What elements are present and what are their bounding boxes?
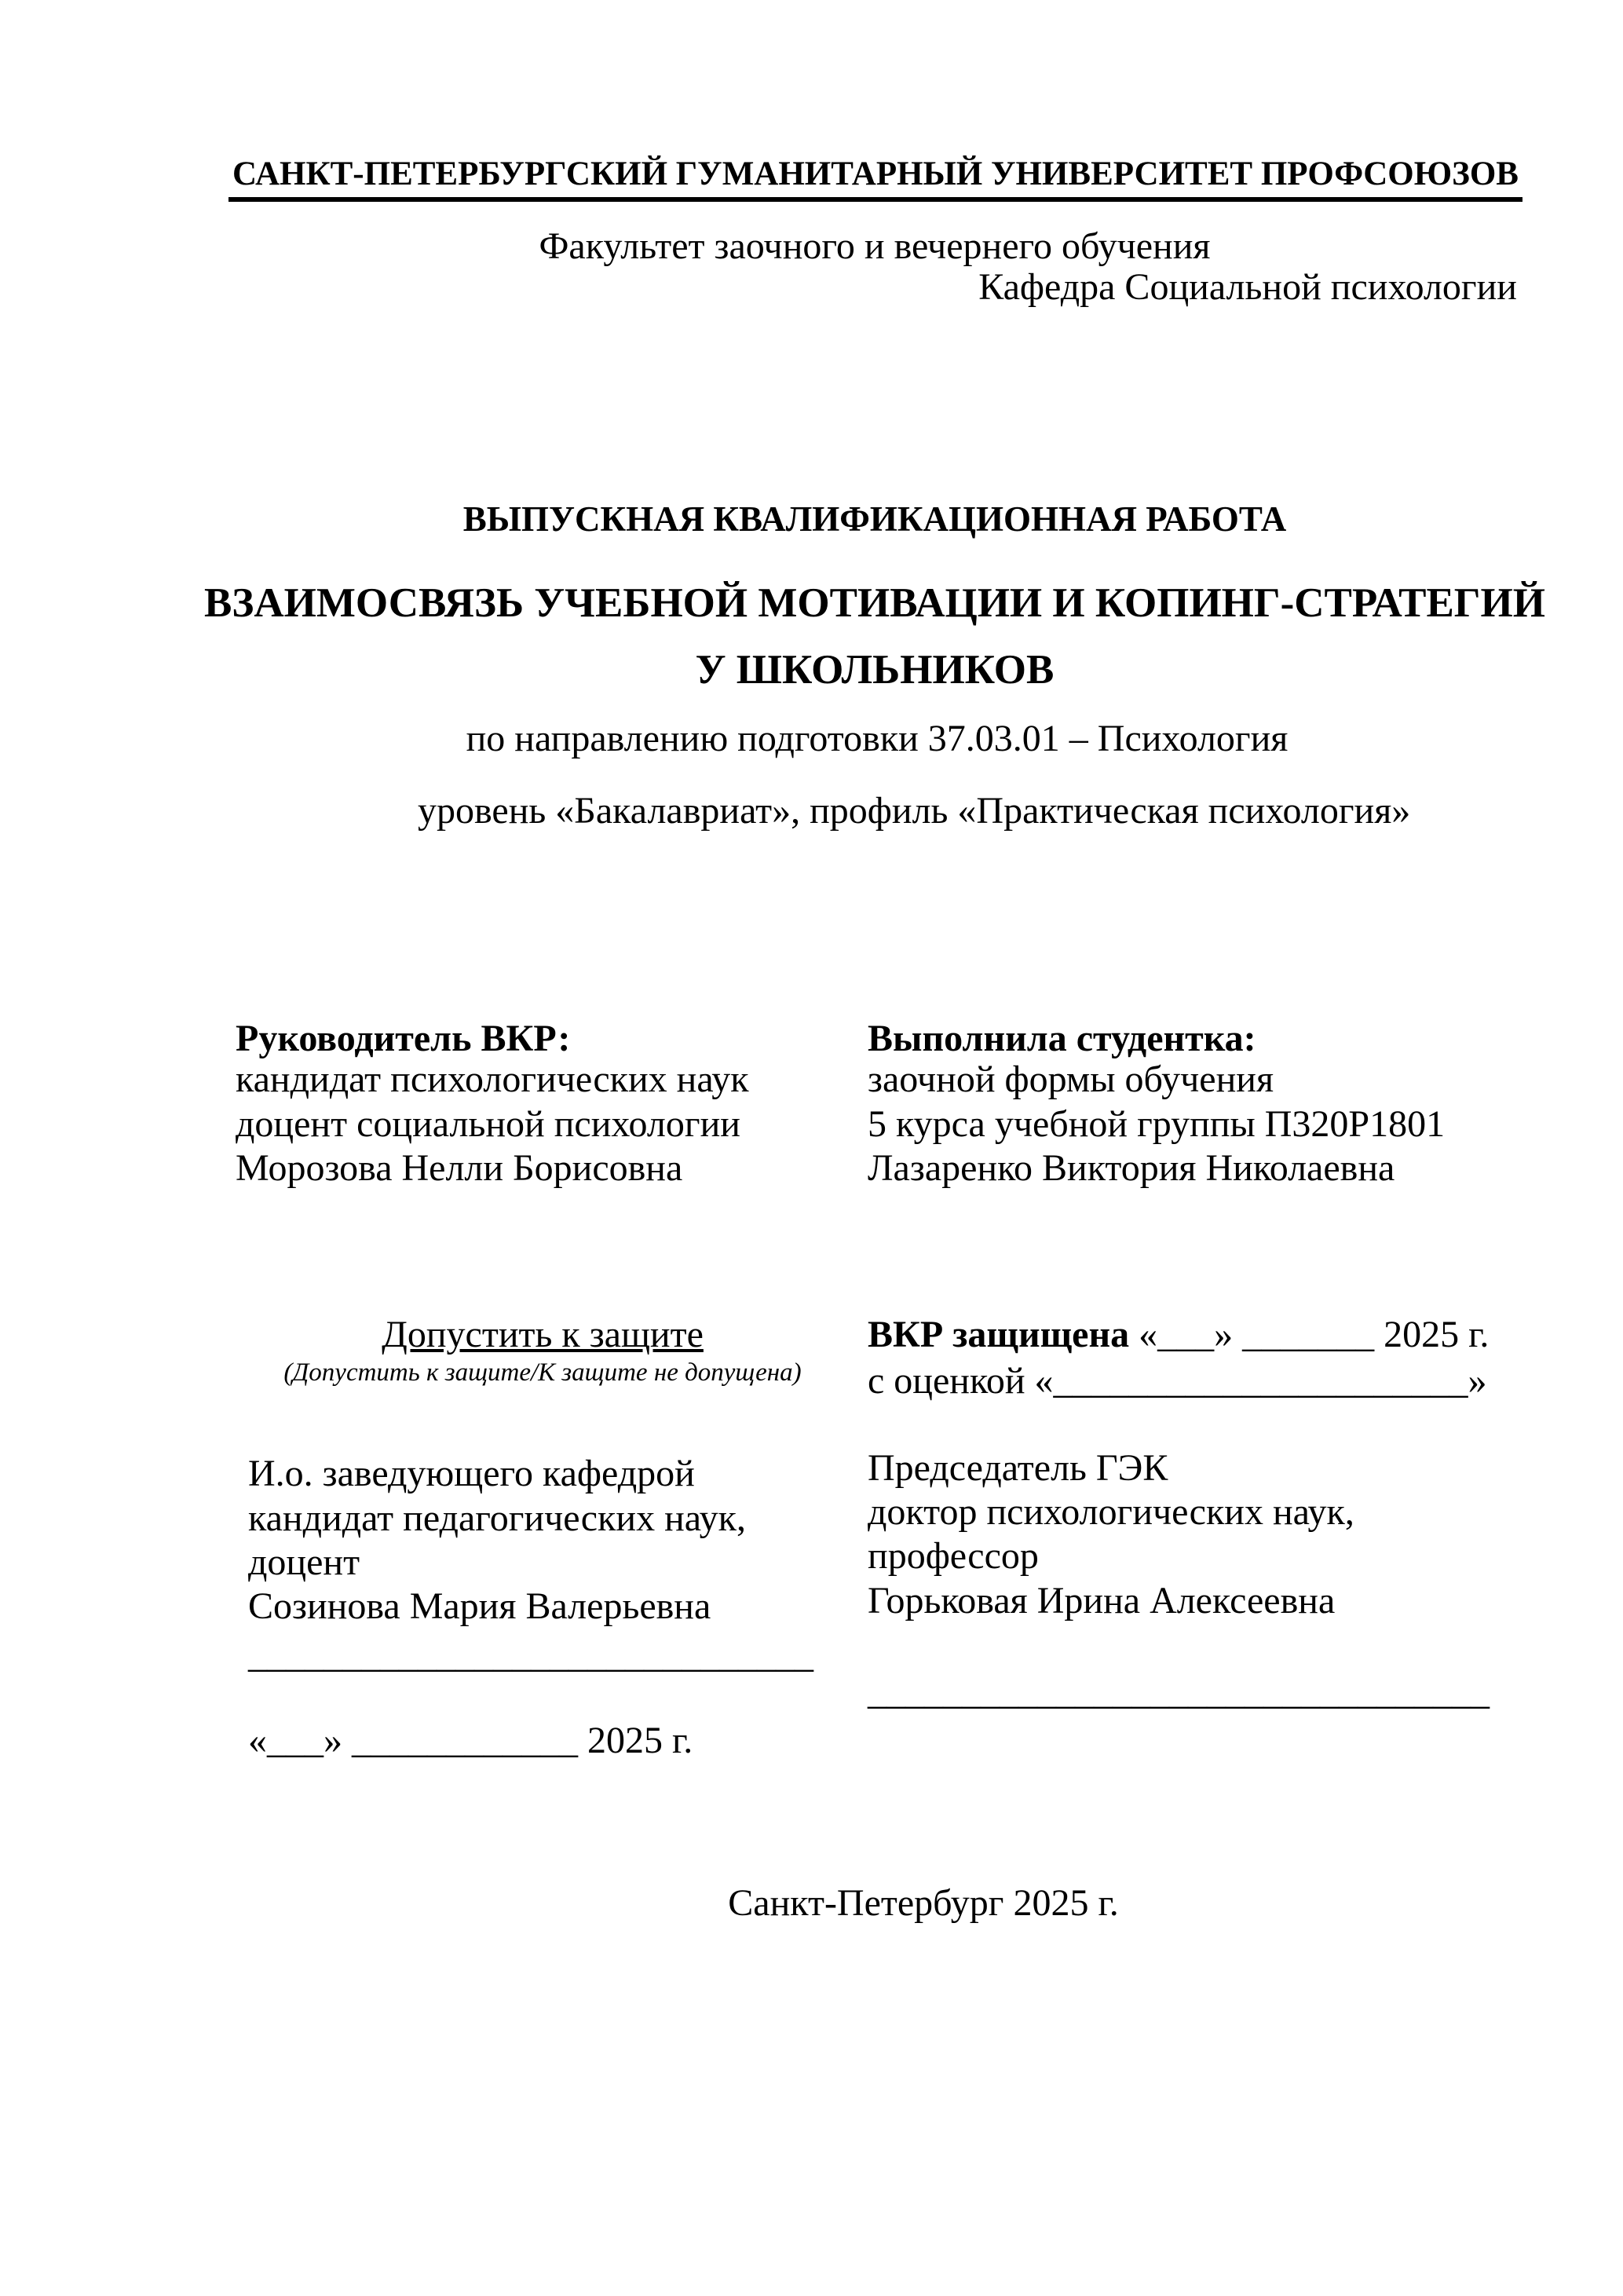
supervisor-heading: Руководитель ВКР:	[236, 1018, 571, 1059]
defense-label: ВКР защищена	[868, 1314, 1130, 1355]
city-year: Санкт-Петербург 2025 г.	[728, 1882, 1119, 1924]
chairman-name: Горьковая Ирина Алексеевна	[868, 1580, 1336, 1621]
thesis-title-line1: ВЗАИМОСВЯЗЬ УЧЕБНОЙ МОТИВАЦИИ И КОПИНГ-СТРАТЕГИЙ	[204, 580, 1545, 626]
study-level: уровень «Бакалавриат», профиль «Практическая психология»	[418, 790, 1411, 832]
admission-hint: (Допустить к защите/К защите не допущена)	[283, 1358, 802, 1387]
defense-grade: с оценкой «______________________»	[868, 1360, 1487, 1402]
student-study-form: заочной формы обучения	[868, 1058, 1274, 1100]
admission-decision: Допустить к защите	[382, 1314, 704, 1355]
head-degree: кандидат педагогических наук,	[248, 1497, 746, 1539]
header-rule	[228, 197, 1522, 202]
thesis-title-line2: У ШКОЛЬНИКОВ	[695, 647, 1055, 693]
supervisor-position: доцент социальной психологии	[236, 1103, 740, 1145]
university-name: САНКТ-ПЕТЕРБУРГСКИЙ ГУМАНИТАРНЫЙ УНИВЕРСИТЕТ ПРОФСОЮЗОВ	[232, 155, 1519, 192]
head-position: И.о. заведующего кафедрой	[248, 1453, 695, 1494]
head-signature-line: ______________________________	[248, 1634, 813, 1676]
chairman-title: профессор	[868, 1535, 1039, 1577]
student-group: 5 курса учебной группы П320Р1801	[868, 1103, 1446, 1145]
defense-status	[868, 1313, 1489, 1357]
faculty-name: Факультет заочного и вечернего обучения	[539, 225, 1211, 267]
chairman-position: Председатель ГЭК	[868, 1447, 1168, 1489]
student-name: Лазаренко Виктория Николаевна	[868, 1147, 1395, 1189]
head-name: Созинова Мария Валерьевна	[248, 1585, 711, 1627]
defense-date: «___» _______ 2025 г.	[1129, 1314, 1490, 1355]
head-title: доцент	[248, 1541, 360, 1583]
supervisor-degree: кандидат психологических наук	[236, 1058, 749, 1100]
student-heading: Выполнила студентка:	[868, 1018, 1256, 1059]
head-signature-date: «___» ____________ 2025 г.	[248, 1720, 693, 1761]
chairman-degree: доктор психологических наук,	[868, 1491, 1354, 1533]
work-type: ВЫПУСКНАЯ КВАЛИФИКАЦИОННАЯ РАБОТА	[462, 499, 1287, 539]
chairman-signature-line: _________________________________	[868, 1671, 1490, 1713]
supervisor-name: Морозова Нелли Борисовна	[236, 1147, 683, 1189]
department-name: Кафедра Социальной психологии	[978, 266, 1517, 308]
study-direction: по направлению подготовки 37.03.01 – Психология	[466, 718, 1289, 759]
